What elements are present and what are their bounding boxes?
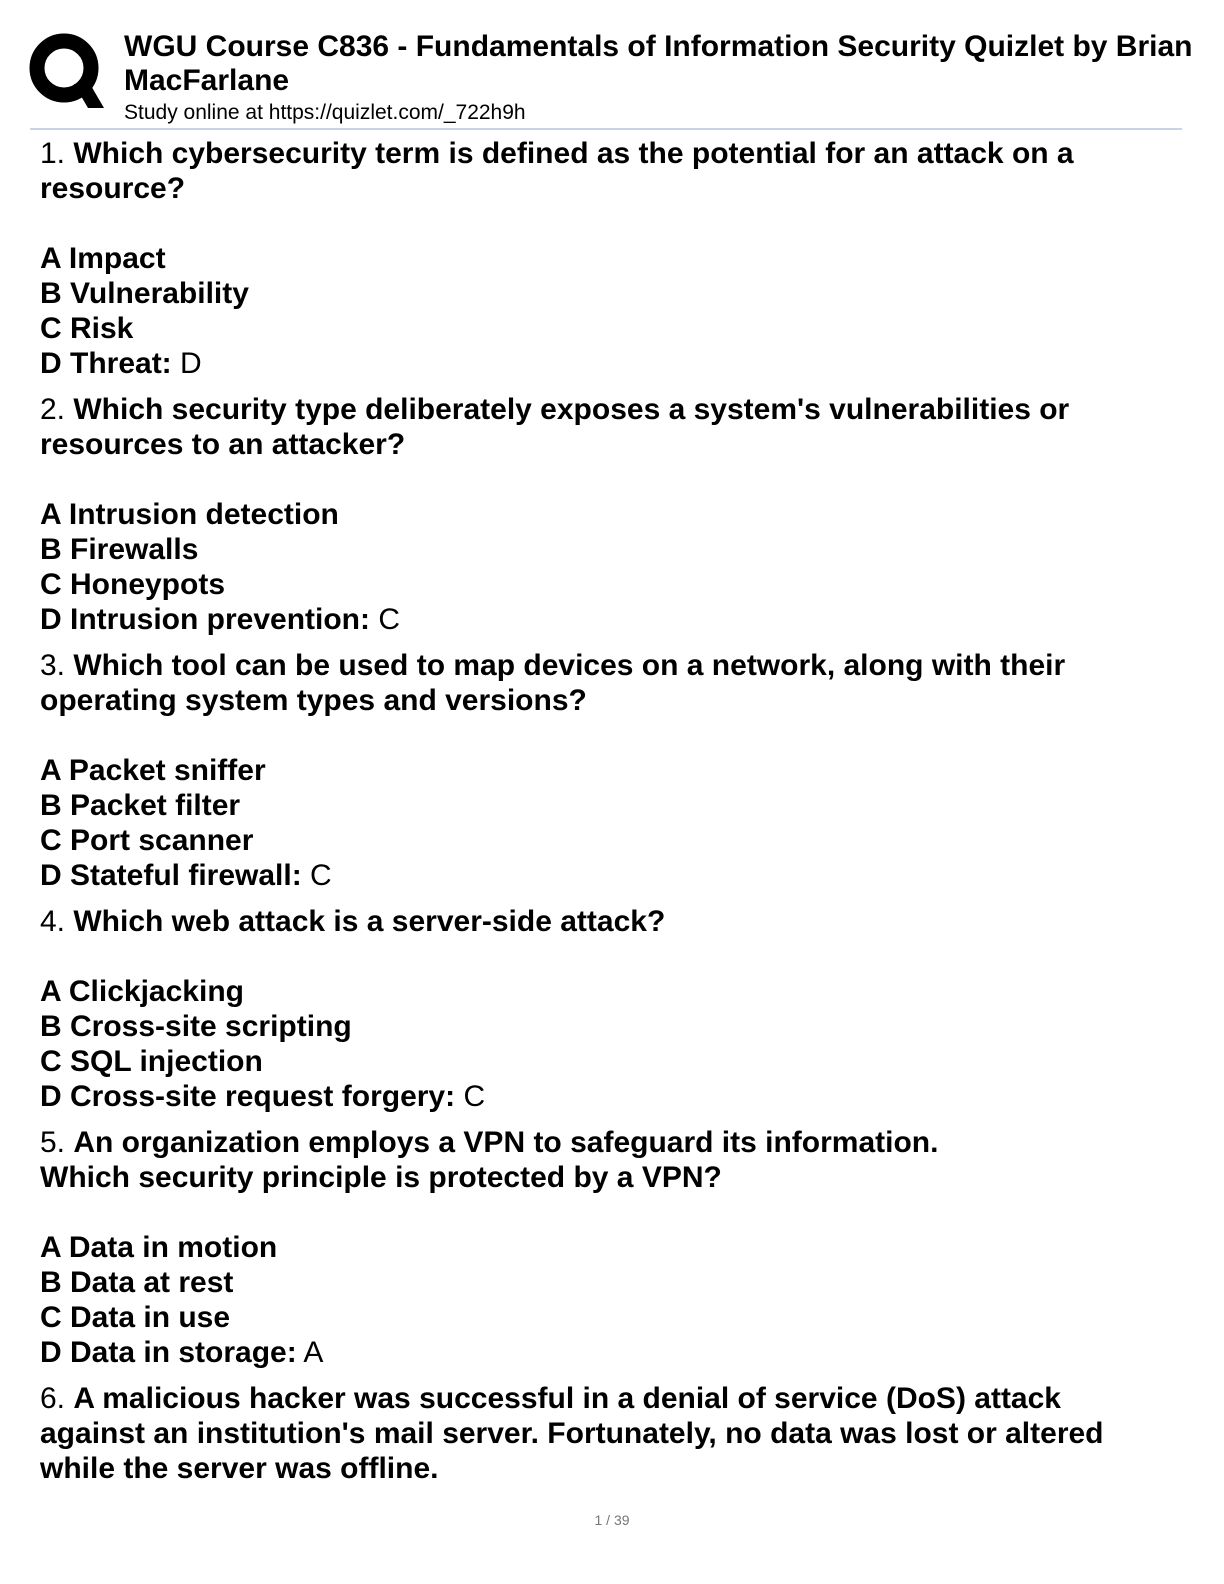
question-list: [40, 136, 1180, 1497]
question-text-line: Which security principle is protected by a VPN?: [40, 1161, 722, 1194]
option-text: C Data in use: [40, 1301, 231, 1334]
option-text: D Data in storage:: [40, 1336, 297, 1369]
option-text: B Data at rest: [40, 1266, 234, 1299]
answer-option: [40, 1044, 1180, 1079]
question-stem: [40, 392, 1180, 462]
option-text: A Impact: [40, 242, 166, 275]
correct-answer: C: [455, 1080, 486, 1113]
document-title-continued: MacFarlane: [124, 64, 290, 97]
document-title: WGU Course C836 - Fundamentals of Information Security Quizlet by Brian: [124, 30, 1193, 63]
answer-option: [40, 532, 1180, 567]
option-text: D Stateful firewall:: [40, 859, 302, 892]
answer-option: [40, 974, 1180, 1009]
question-text-line: An organization employs a VPN to safeguard its information.: [73, 1126, 939, 1159]
answer-option: [40, 602, 1180, 637]
answer-option: [40, 276, 1180, 311]
question-number: 5.: [40, 1126, 74, 1159]
correct-answer: A: [296, 1336, 324, 1369]
question-text-line: Which tool can be used to map devices on a network, along with their: [73, 649, 1066, 682]
answer-option: [40, 788, 1180, 823]
question-text-line: while the server was offline.: [40, 1452, 439, 1485]
option-text: C Port scanner: [40, 824, 254, 857]
quizlet-q-logo-icon: [28, 30, 106, 110]
question-4: [40, 904, 1180, 1114]
question-text-line: A malicious hacker was successful in a denial of service (DoS) attack: [73, 1382, 1061, 1415]
answer-option: [40, 753, 1180, 788]
option-text: B Vulnerability: [40, 277, 249, 310]
option-text: A Clickjacking: [40, 975, 244, 1008]
question-1: [40, 136, 1180, 381]
option-text: C Risk: [40, 312, 134, 345]
answer-option: [40, 241, 1180, 276]
option-text: C Honeypots: [40, 568, 226, 601]
option-text: C SQL injection: [40, 1045, 263, 1078]
answer-option: [40, 1230, 1180, 1265]
option-text: A Packet sniffer: [40, 754, 266, 787]
question-stem: [40, 1381, 1180, 1486]
question-number: 4.: [40, 905, 74, 938]
question-number: 3.: [40, 649, 74, 682]
question-3: [40, 648, 1180, 893]
header-divider: [30, 128, 1182, 130]
option-text: D Cross-site request forgery:: [40, 1080, 456, 1113]
question-number: 6.: [40, 1382, 74, 1415]
answer-option: [40, 1009, 1180, 1044]
correct-answer: D: [171, 347, 202, 380]
question-stem: [40, 904, 1180, 939]
question-number: 2.: [40, 393, 74, 426]
answer-option: [40, 858, 1180, 893]
option-text: A Intrusion detection: [40, 498, 339, 531]
study-online-link[interactable]: Study online at https://quizlet.com/_722h9h: [124, 101, 526, 124]
answer-option: [40, 346, 1180, 381]
answer-option: [40, 497, 1180, 532]
question-text-line: Which cybersecurity term is defined as the potential for an attack on a: [73, 137, 1074, 170]
answer-option: [40, 311, 1180, 346]
answer-option: [40, 1335, 1180, 1370]
question-5: [40, 1125, 1180, 1370]
question-text-line: Which security type deliberately exposes a system's vulnerabilities or: [73, 393, 1070, 426]
question-text-line: Which web attack is a server-side attack?: [73, 905, 666, 938]
question-6: [40, 1381, 1180, 1486]
correct-answer: C: [370, 603, 400, 636]
correct-answer: C: [301, 859, 332, 892]
answer-option: [40, 1079, 1180, 1114]
question-text-line: resources to an attacker?: [40, 428, 406, 461]
question-stem: [40, 1125, 1180, 1195]
option-text: B Cross-site scripting: [40, 1010, 352, 1043]
answer-option: [40, 823, 1180, 858]
option-text: A Data in motion: [40, 1231, 278, 1264]
option-text: B Firewalls: [40, 533, 199, 566]
question-stem: [40, 136, 1180, 206]
option-text: D Intrusion prevention:: [40, 603, 370, 636]
question-text-line: resource?: [40, 172, 186, 205]
question-text-line: against an institution's mail server. Fortunately, no data was lost or altered: [40, 1417, 1104, 1450]
answer-option: [40, 567, 1180, 602]
option-text: B Packet filter: [40, 789, 241, 822]
question-stem: [40, 648, 1180, 718]
option-text: D Threat:: [40, 347, 172, 380]
page-indicator: 1 / 39: [594, 1512, 630, 1528]
answer-option: [40, 1265, 1180, 1300]
question-text-line: operating system types and versions?: [40, 684, 587, 717]
page-header: [0, 0, 1224, 130]
answer-option: [40, 1300, 1180, 1335]
question-2: [40, 392, 1180, 637]
question-number: 1.: [40, 137, 74, 170]
